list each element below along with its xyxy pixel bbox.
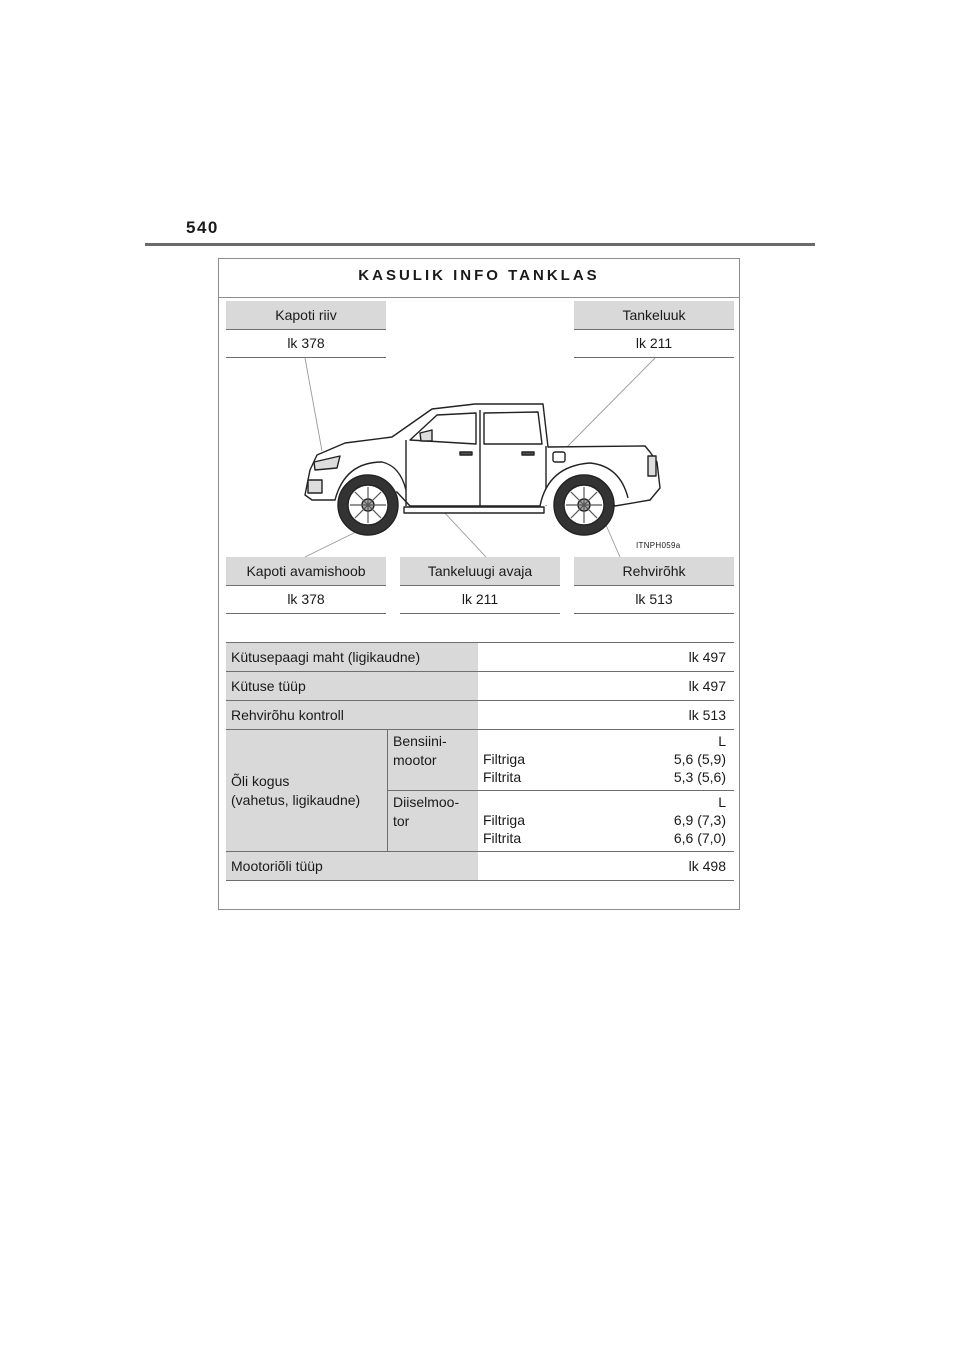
page-number: 540 bbox=[186, 218, 219, 237]
callout-tire-pressure-label: Rehvirõhk bbox=[574, 557, 734, 586]
callout-tire-pressure-page[interactable]: lk 513 bbox=[574, 586, 734, 614]
oil-type-ref[interactable]: lk 498 bbox=[478, 852, 734, 881]
oil-diesel-without-filter-label: Filtrita bbox=[483, 830, 522, 846]
oil-diesel-without-filter-value: 6,6 (7,0) bbox=[673, 830, 726, 846]
oil-petrol-values bbox=[478, 730, 734, 791]
callout-fuel-door-opener-label: Tankeluugi avaja bbox=[400, 557, 560, 586]
callout-hood-lever-label: Kapoti avamishoob bbox=[226, 557, 386, 586]
fuel-tank-label: Kütusepaagi maht (ligikaudne) bbox=[226, 643, 478, 672]
oil-petrol-unit: L bbox=[718, 733, 726, 749]
oil-petrol-with-filter-label: Filtriga bbox=[483, 751, 526, 767]
table-row bbox=[226, 643, 734, 672]
table-row bbox=[226, 672, 734, 701]
oil-petrol-without-filter-value: 5,3 (5,6) bbox=[673, 769, 726, 785]
oil-diesel-values bbox=[478, 791, 734, 852]
table-row bbox=[226, 701, 734, 730]
spec-table bbox=[226, 642, 734, 881]
oil-petrol-with-filter-value: 5,6 (5,9) bbox=[673, 751, 726, 767]
callout-fuel-door-page[interactable]: lk 211 bbox=[574, 330, 734, 358]
figure-code: ITNPH059a bbox=[636, 541, 681, 550]
fuel-type-label: Kütuse tüüp bbox=[226, 672, 478, 701]
oil-diesel-label: Diiselmoo- tor bbox=[388, 791, 479, 852]
fuel-type-ref[interactable]: lk 497 bbox=[478, 672, 734, 701]
tire-check-ref[interactable]: lk 513 bbox=[478, 701, 734, 730]
table-row bbox=[226, 852, 734, 881]
panel-title: KASULIK INFO TANKLAS bbox=[219, 259, 739, 298]
table-row bbox=[226, 730, 734, 791]
oil-diesel-with-filter-label: Filtriga bbox=[483, 812, 526, 828]
callout-hood-latch-label: Kapoti riiv bbox=[226, 301, 386, 330]
callout-fuel-door-label: Tankeluuk bbox=[574, 301, 734, 330]
callout-hood-latch-page[interactable]: lk 378 bbox=[226, 330, 386, 358]
oil-type-label: Mootoriõli tüüp bbox=[226, 852, 478, 881]
fuel-tank-ref[interactable]: lk 497 bbox=[478, 643, 734, 672]
oil-petrol-label: Bensiini- mootor bbox=[388, 730, 479, 791]
callout-hood-lever-page[interactable]: lk 378 bbox=[226, 586, 386, 614]
oil-diesel-with-filter-value: 6,9 (7,3) bbox=[673, 812, 726, 828]
oil-diesel-unit: L bbox=[718, 794, 726, 810]
oil-capacity-label: Õli kogus (vahetus, ligikaudne) bbox=[226, 730, 388, 852]
oil-petrol-without-filter-label: Filtrita bbox=[483, 769, 522, 785]
tire-check-label: Rehvirõhu kontroll bbox=[226, 701, 478, 730]
callout-fuel-door-opener-page[interactable]: lk 211 bbox=[400, 586, 560, 614]
